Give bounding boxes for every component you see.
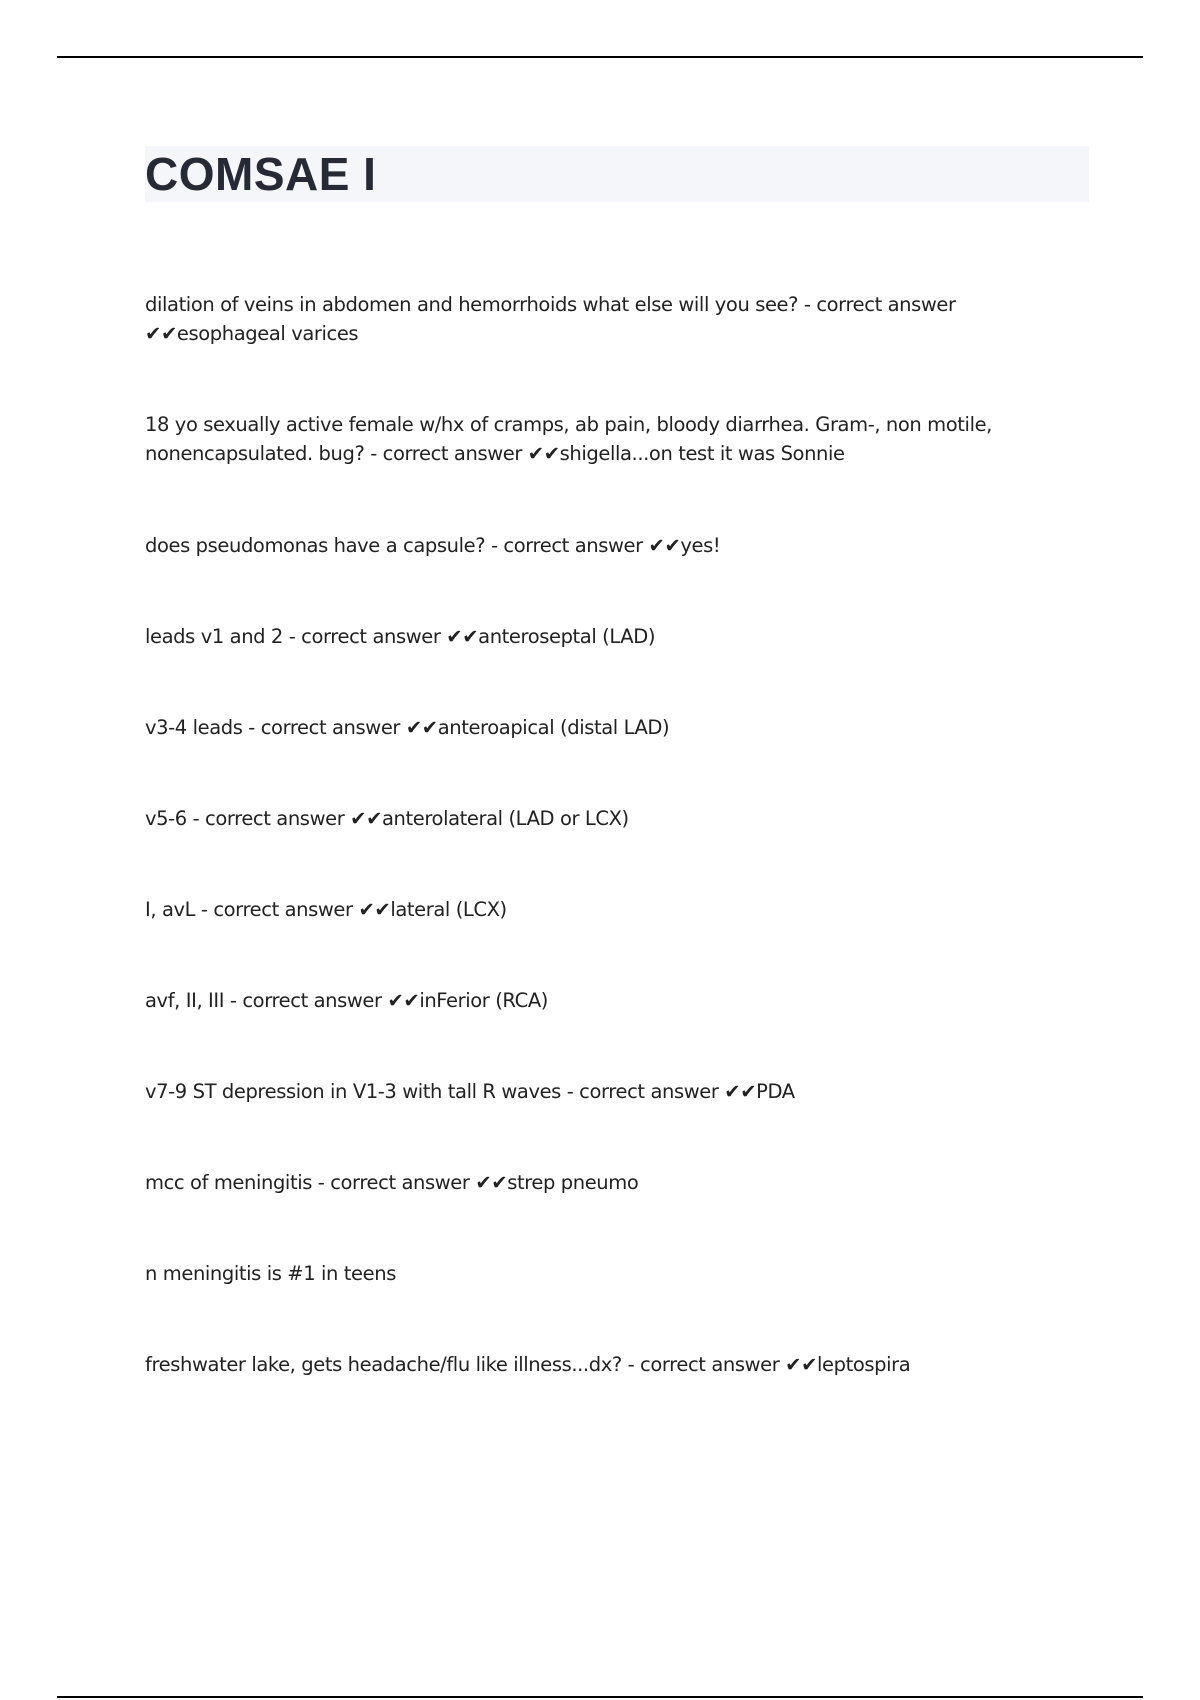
- qa-item: v7-9 ST depression in V1-3 with tall R waves - correct answer ✔✔PDA: [145, 1080, 795, 1103]
- top-rule: [57, 56, 1143, 58]
- bottom-rule: [57, 1696, 1143, 1698]
- qa-item: freshwater lake, gets headache/flu like illness...dx? - correct answer ✔✔leptospira: [145, 1353, 911, 1376]
- qa-item: 18 yo sexually active female w/hx of cramps, ab pain, bloody diarrhea. Gram-, non motile, nonencapsulated. bug? - correct answer ✔✔shigella...on test it was Sonnie: [145, 413, 992, 465]
- qa-item: dilation of veins in abdomen and hemorrhoids what else will you see? - correct answer ✔✔esophageal varices: [145, 293, 956, 345]
- page-title: COMSAE I: [145, 148, 377, 200]
- qa-item: I, avL - correct answer ✔✔lateral (LCX): [145, 898, 507, 921]
- qa-item: leads v1 and 2 - correct answer ✔✔anteroseptal (LAD): [145, 625, 656, 648]
- qa-item: v3-4 leads - correct answer ✔✔anteroapical (distal LAD): [145, 716, 670, 739]
- qa-item: avf, II, III - correct answer ✔✔inFerior (RCA): [145, 989, 548, 1012]
- qa-item: n meningitis is #1 in teens: [145, 1262, 396, 1285]
- qa-item: v5-6 - correct answer ✔✔anterolateral (LAD or LCX): [145, 807, 629, 830]
- title-banner: [145, 146, 1089, 202]
- qa-item: mcc of meningitis - correct answer ✔✔strep pneumo: [145, 1171, 639, 1194]
- qa-item: does pseudomonas have a capsule? - correct answer ✔✔yes!: [145, 534, 721, 557]
